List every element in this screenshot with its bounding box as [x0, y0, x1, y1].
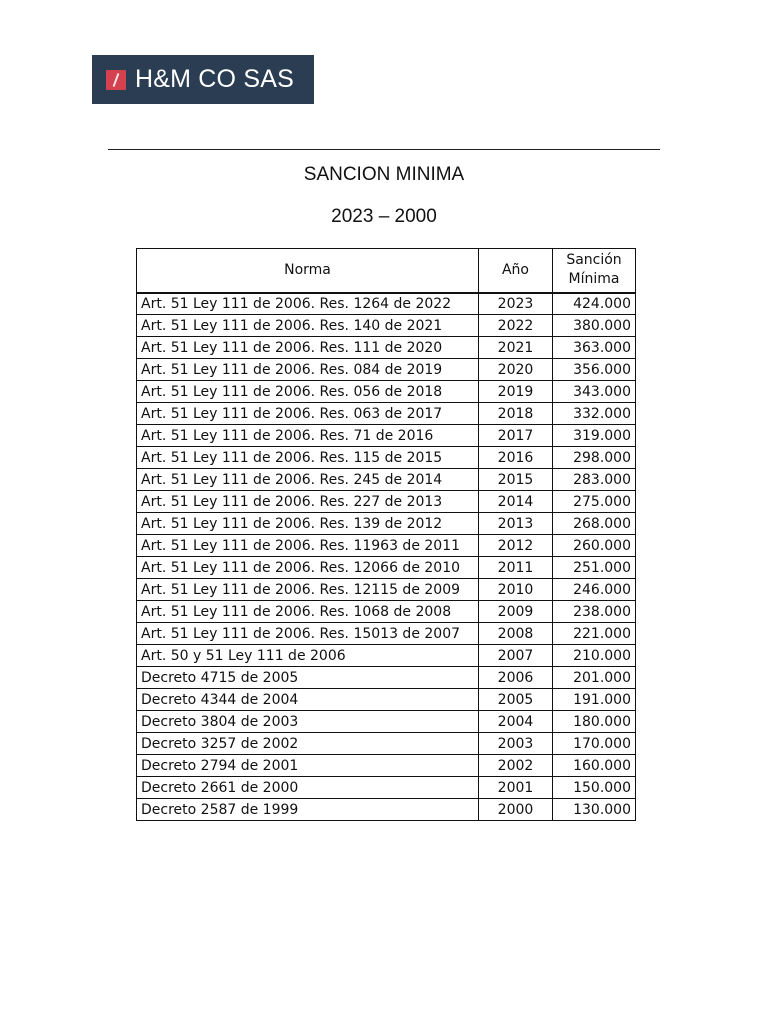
cell-year: 2009 [479, 601, 553, 623]
cell-norma: Art. 51 Ley 111 de 2006. Res. 140 de 2021 [137, 315, 479, 337]
cell-year: 2011 [479, 557, 553, 579]
cell-year: 2008 [479, 623, 553, 645]
cell-year: 2007 [479, 645, 553, 667]
table-row [137, 645, 636, 667]
cell-sanction: 319.000 [553, 425, 636, 447]
column-header-sanction: Sanción Mínima [553, 249, 636, 293]
table-row [137, 447, 636, 469]
cell-norma: Art. 51 Ley 111 de 2006. Res. 111 de 2020 [137, 337, 479, 359]
table-row [137, 425, 636, 447]
cell-sanction: 298.000 [553, 447, 636, 469]
cell-norma: Decreto 3804 de 2003 [137, 711, 479, 733]
cell-sanction: 130.000 [553, 799, 636, 821]
cell-sanction: 260.000 [553, 535, 636, 557]
cell-norma: Art. 51 Ley 111 de 2006. Res. 115 de 2015 [137, 447, 479, 469]
cell-sanction: 332.000 [553, 403, 636, 425]
cell-norma: Decreto 2794 de 2001 [137, 755, 479, 777]
cell-sanction: 210.000 [553, 645, 636, 667]
cell-year: 2001 [479, 777, 553, 799]
cell-norma: Decreto 4344 de 2004 [137, 689, 479, 711]
sanction-table [136, 248, 636, 821]
cell-year: 2003 [479, 733, 553, 755]
cell-year: 2013 [479, 513, 553, 535]
cell-sanction: 251.000 [553, 557, 636, 579]
cell-norma: Art. 51 Ley 111 de 2006. Res. 139 de 2012 [137, 513, 479, 535]
cell-norma: Decreto 2587 de 1999 [137, 799, 479, 821]
cell-sanction: 380.000 [553, 315, 636, 337]
table-row [137, 579, 636, 601]
table-body [137, 293, 636, 821]
table-row [137, 689, 636, 711]
table-row [137, 601, 636, 623]
cell-norma: Art. 51 Ley 111 de 2006. Res. 245 de 2014 [137, 469, 479, 491]
cell-norma: Decreto 3257 de 2002 [137, 733, 479, 755]
cell-sanction: 180.000 [553, 711, 636, 733]
cell-year: 2018 [479, 403, 553, 425]
cell-sanction: 268.000 [553, 513, 636, 535]
table-row [137, 359, 636, 381]
cell-norma: Art. 51 Ley 111 de 2006. Res. 15013 de 2007 [137, 623, 479, 645]
cell-sanction: 283.000 [553, 469, 636, 491]
table-row [137, 315, 636, 337]
cell-year: 2015 [479, 469, 553, 491]
cell-year: 2014 [479, 491, 553, 513]
cell-sanction: 424.000 [553, 293, 636, 315]
cell-sanction: 343.000 [553, 381, 636, 403]
cell-year: 2005 [479, 689, 553, 711]
cell-year: 2010 [479, 579, 553, 601]
table-row [137, 381, 636, 403]
cell-sanction: 150.000 [553, 777, 636, 799]
table-row [137, 513, 636, 535]
cell-sanction: 170.000 [553, 733, 636, 755]
cell-sanction: 221.000 [553, 623, 636, 645]
table-row [137, 777, 636, 799]
cell-norma: Decreto 2661 de 2000 [137, 777, 479, 799]
cell-norma: Art. 51 Ley 111 de 2006. Res. 1264 de 2022 [137, 293, 479, 315]
header-divider [108, 149, 660, 150]
table-header-row [137, 249, 636, 293]
cell-norma: Art. 51 Ley 111 de 2006. Res. 063 de 2017 [137, 403, 479, 425]
cell-norma: Art. 51 Ley 111 de 2006. Res. 12066 de 2010 [137, 557, 479, 579]
table-row [137, 293, 636, 315]
table-row [137, 623, 636, 645]
table-row [137, 491, 636, 513]
cell-sanction: 191.000 [553, 689, 636, 711]
column-header-norma: Norma [137, 249, 479, 293]
cell-sanction: 356.000 [553, 359, 636, 381]
cell-sanction: 160.000 [553, 755, 636, 777]
cell-year: 2012 [479, 535, 553, 557]
cell-year: 2006 [479, 667, 553, 689]
cell-norma: Art. 51 Ley 111 de 2006. Res. 71 de 2016 [137, 425, 479, 447]
cell-year: 2022 [479, 315, 553, 337]
column-header-year: Año [479, 249, 553, 293]
page-title: SANCION MINIMA [303, 164, 465, 185]
cell-year: 2000 [479, 799, 553, 821]
cell-year: 2020 [479, 359, 553, 381]
brand-logo [92, 55, 314, 104]
table-row [137, 535, 636, 557]
cell-norma: Decreto 4715 de 2005 [137, 667, 479, 689]
cell-sanction: 238.000 [553, 601, 636, 623]
cell-norma: Art. 51 Ley 111 de 2006. Res. 084 de 2019 [137, 359, 479, 381]
cell-norma: Art. 50 y 51 Ley 111 de 2006 [137, 645, 479, 667]
brand-mark-icon [106, 70, 126, 90]
cell-year: 2002 [479, 755, 553, 777]
cell-sanction: 246.000 [553, 579, 636, 601]
cell-norma: Art. 51 Ley 111 de 2006. Res. 12115 de 2009 [137, 579, 479, 601]
cell-sanction: 275.000 [553, 491, 636, 513]
table-row [137, 667, 636, 689]
brand-name: H&M CO SAS [135, 65, 294, 93]
cell-norma: Art. 51 Ley 111 de 2006. Res. 227 de 2013 [137, 491, 479, 513]
table-row [137, 403, 636, 425]
table-row [137, 469, 636, 491]
cell-year: 2017 [479, 425, 553, 447]
table-row [137, 755, 636, 777]
cell-sanction: 363.000 [553, 337, 636, 359]
table-row [137, 799, 636, 821]
cell-norma: Art. 51 Ley 111 de 2006. Res. 1068 de 2008 [137, 601, 479, 623]
page-subtitle: 2023 – 2000 [331, 206, 437, 227]
cell-norma: Art. 51 Ley 111 de 2006. Res. 056 de 2018 [137, 381, 479, 403]
table-row [137, 711, 636, 733]
cell-year: 2016 [479, 447, 553, 469]
table-row [137, 733, 636, 755]
cell-norma: Art. 51 Ley 111 de 2006. Res. 11963 de 2011 [137, 535, 479, 557]
table-row [137, 557, 636, 579]
cell-sanction: 201.000 [553, 667, 636, 689]
table-row [137, 337, 636, 359]
cell-year: 2019 [479, 381, 553, 403]
cell-year: 2004 [479, 711, 553, 733]
cell-year: 2021 [479, 337, 553, 359]
cell-year: 2023 [479, 293, 553, 315]
